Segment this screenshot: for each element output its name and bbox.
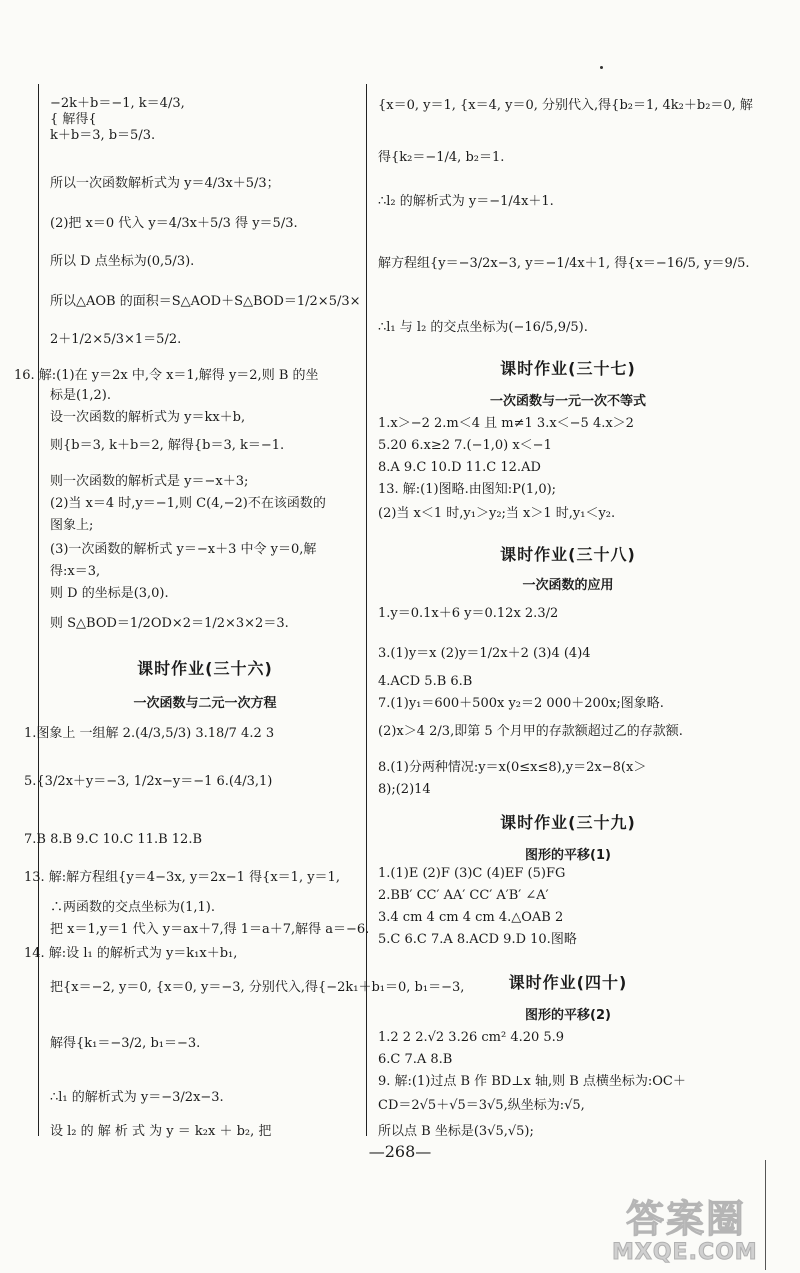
watermark-bottom-text: MXQE.COM (612, 1240, 758, 1265)
text-line: 8);(2)14 (378, 782, 431, 797)
text-line: 4.ACD 5.B 6.B (378, 674, 473, 689)
text-line: 3.4 cm 4 cm 4 cm 4.△OAB 2 (378, 910, 564, 925)
section-subheading: 一次函数与二元一次方程 (133, 696, 277, 711)
text-line: 1.图象上 一组解 2.(4/3,5/3) 3.18/7 4.2 3 (24, 726, 275, 741)
text-line: 标是(1,2). (50, 388, 111, 403)
text-line: 2.BB′ CC′ AA′ CC′ A′B′ ∠A′ (378, 888, 549, 903)
text-line: 设 l₂ 的 解 析 式 为 y ＝ k₂x ＋ b₂, 把 (50, 1124, 272, 1139)
text-line: ∴l₁ 与 l₂ 的交点坐标为(−16/5,9/5). (378, 320, 588, 335)
section-subheading: 图形的平移(1) (525, 848, 611, 863)
text-line: −2k＋b＝−1, k＝4/3, (50, 96, 185, 111)
section-heading: 课时作业(四十) (508, 973, 628, 992)
text-line: k＋b＝3, b＝5/3. (50, 128, 156, 143)
text-line: 则 D 的坐标是(3,0). (50, 586, 169, 601)
text-line: ∴两函数的交点坐标为(1,1). (50, 900, 215, 915)
text-line: 把{x＝−2, y＝0, {x＝0, y＝−3, 分别代入,得{−2k₁＋b₁＝0, b₁＝−3, (50, 980, 465, 995)
text-line: 则{b＝3, k＋b＝2, 解得{b＝3, k＝−1. (50, 438, 285, 453)
text-line: 5.20 6.x≥2 7.(−1,0) x＜−1 (378, 438, 552, 453)
text-line: 6.C 7.A 8.B (378, 1052, 453, 1067)
text-line: 则 S△BOD＝1/2OD×2＝1/2×3×2＝3. (50, 616, 289, 631)
text-line: (2)x＞4 2/3,即第 5 个月甲的存款额超过乙的存款额. (378, 724, 683, 739)
text-line: 5.C 6.C 7.A 8.ACD 9.D 10.图略 (378, 932, 577, 947)
section-subheading: 图形的平移(2) (525, 1008, 611, 1023)
column-divider (366, 84, 367, 1136)
text-line: 所以 D 点坐标为(0,5/3). (50, 254, 195, 269)
text-line: 1.2 2 2.√2 3.26 cm² 4.20 5.9 (378, 1030, 565, 1045)
text-line: 得:x＝3, (50, 564, 101, 579)
text-line: 1.(1)E (2)F (3)C (4)EF (5)FG (378, 866, 566, 881)
text-line: 5.{3/2x＋y＝−3, 1/2x−y＝−1 6.(4/3,1) (24, 774, 273, 789)
text-line: 解得{k₁＝−3/2, b₁＝−3. (50, 1036, 201, 1051)
speck-dot (600, 66, 603, 69)
text-line: 把 x＝1,y＝1 代入 y＝ax＋7,得 1＝a＋7,解得 a＝−6. (50, 922, 370, 937)
text-line: (2)把 x＝0 代入 y＝4/3x＋5/3 得 y＝5/3. (50, 216, 298, 231)
watermark-logo (612, 1188, 762, 1270)
left-border-line (38, 84, 39, 1136)
text-line: 1.y＝0.1x＋6 y＝0.12x 2.3/2 (378, 606, 559, 621)
text-line: 所以一次函数解析式为 y＝4/3x＋5/3； (50, 176, 280, 191)
section-subheading: 一次函数的应用 (522, 578, 614, 593)
text-line: ∴l₂ 的解析式为 y＝−1/4x＋1. (378, 194, 554, 209)
section-heading: 课时作业(三十八) (500, 545, 636, 564)
text-line: 9. 解:(1)过点 B 作 BD⊥x 轴,则 B 点横坐标为:OC＋ (378, 1074, 686, 1089)
text-line: (3)一次函数的解析式 y＝−x＋3 中令 y＝0,解 (50, 542, 317, 557)
text-line: 得{k₂＝−1/4, b₂＝1. (378, 150, 505, 165)
text-line: 则一次函数的解析式是 y＝−x＋3; (50, 474, 249, 489)
text-line: 13. 解:(1)图略.由图知:P(1,0); (378, 482, 557, 497)
text-line: 解方程组{y＝−3/2x−3, y＝−1/4x＋1, 得{x＝−16/5, y＝9/5. (378, 256, 750, 271)
text-line: 16. 解:(1)在 y＝2x 中,令 x＝1,解得 y＝2,则 B 的坐 (14, 368, 319, 383)
text-line: (2)当 x＝4 时,y＝−1,则 C(4,−2)不在该函数的 (50, 496, 326, 511)
text-line: 1.x＞−2 2.m＜4 且 m≠1 3.x＜−5 4.x＞2 (378, 416, 634, 431)
text-line: 2＋1/2×5/3×1＝5/2. (50, 332, 182, 347)
section-heading: 课时作业(三十六) (137, 659, 273, 678)
text-line: 7.(1)y₁＝600＋500x y₂＝2 000＋200x;图象略. (378, 696, 664, 711)
text-line: 设一次函数的解析式为 y＝kx＋b, (50, 410, 246, 425)
text-line: 所以点 B 坐标是(3√5,√5); (378, 1124, 534, 1139)
text-line: { 解得{ (50, 112, 97, 127)
watermark-top-text: 答案圈 (626, 1197, 747, 1241)
text-line: 8.A 9.C 10.D 11.C 12.AD (378, 460, 541, 475)
text-line: 14. 解:设 l₁ 的解析式为 y＝k₁x＋b₁, (24, 946, 238, 961)
text-line: 13. 解:解方程组{y＝4−3x, y＝2x−1 得{x＝1, y＝1, (24, 870, 340, 885)
right-edge-line (765, 1160, 766, 1270)
text-line: (2)当 x＜1 时,y₁＞y₂;当 x＞1 时,y₁＜y₂. (378, 506, 616, 521)
text-line: ∴l₁ 的解析式为 y＝−3/2x−3. (50, 1090, 224, 1105)
page-number: —268— (368, 1142, 432, 1161)
section-heading: 课时作业(三十七) (500, 359, 636, 378)
text-line: {x＝0, y＝1, {x＝4, y＝0, 分别代入,得{b₂＝1, 4k₂＋b₂＝0, 解 (378, 98, 753, 113)
section-heading: 课时作业(三十九) (500, 813, 636, 832)
text-line: 图象上; (50, 518, 94, 533)
text-line: CD＝2√5＋√5＝3√5,纵坐标为:√5, (378, 1098, 585, 1113)
text-line: 8.(1)分两种情况:y＝x(0≤x≤8),y＝2x−8(x＞ (378, 760, 647, 775)
text-line: 所以△AOB 的面积＝S△AOD＋S△BOD＝1/2×5/3× (50, 294, 361, 309)
text-line: 7.B 8.B 9.C 10.C 11.B 12.B (24, 832, 203, 847)
section-subheading: 一次函数与一元一次不等式 (489, 394, 646, 409)
text-line: 3.(1)y＝x (2)y＝1/2x＋2 (3)4 (4)4 (378, 646, 591, 661)
